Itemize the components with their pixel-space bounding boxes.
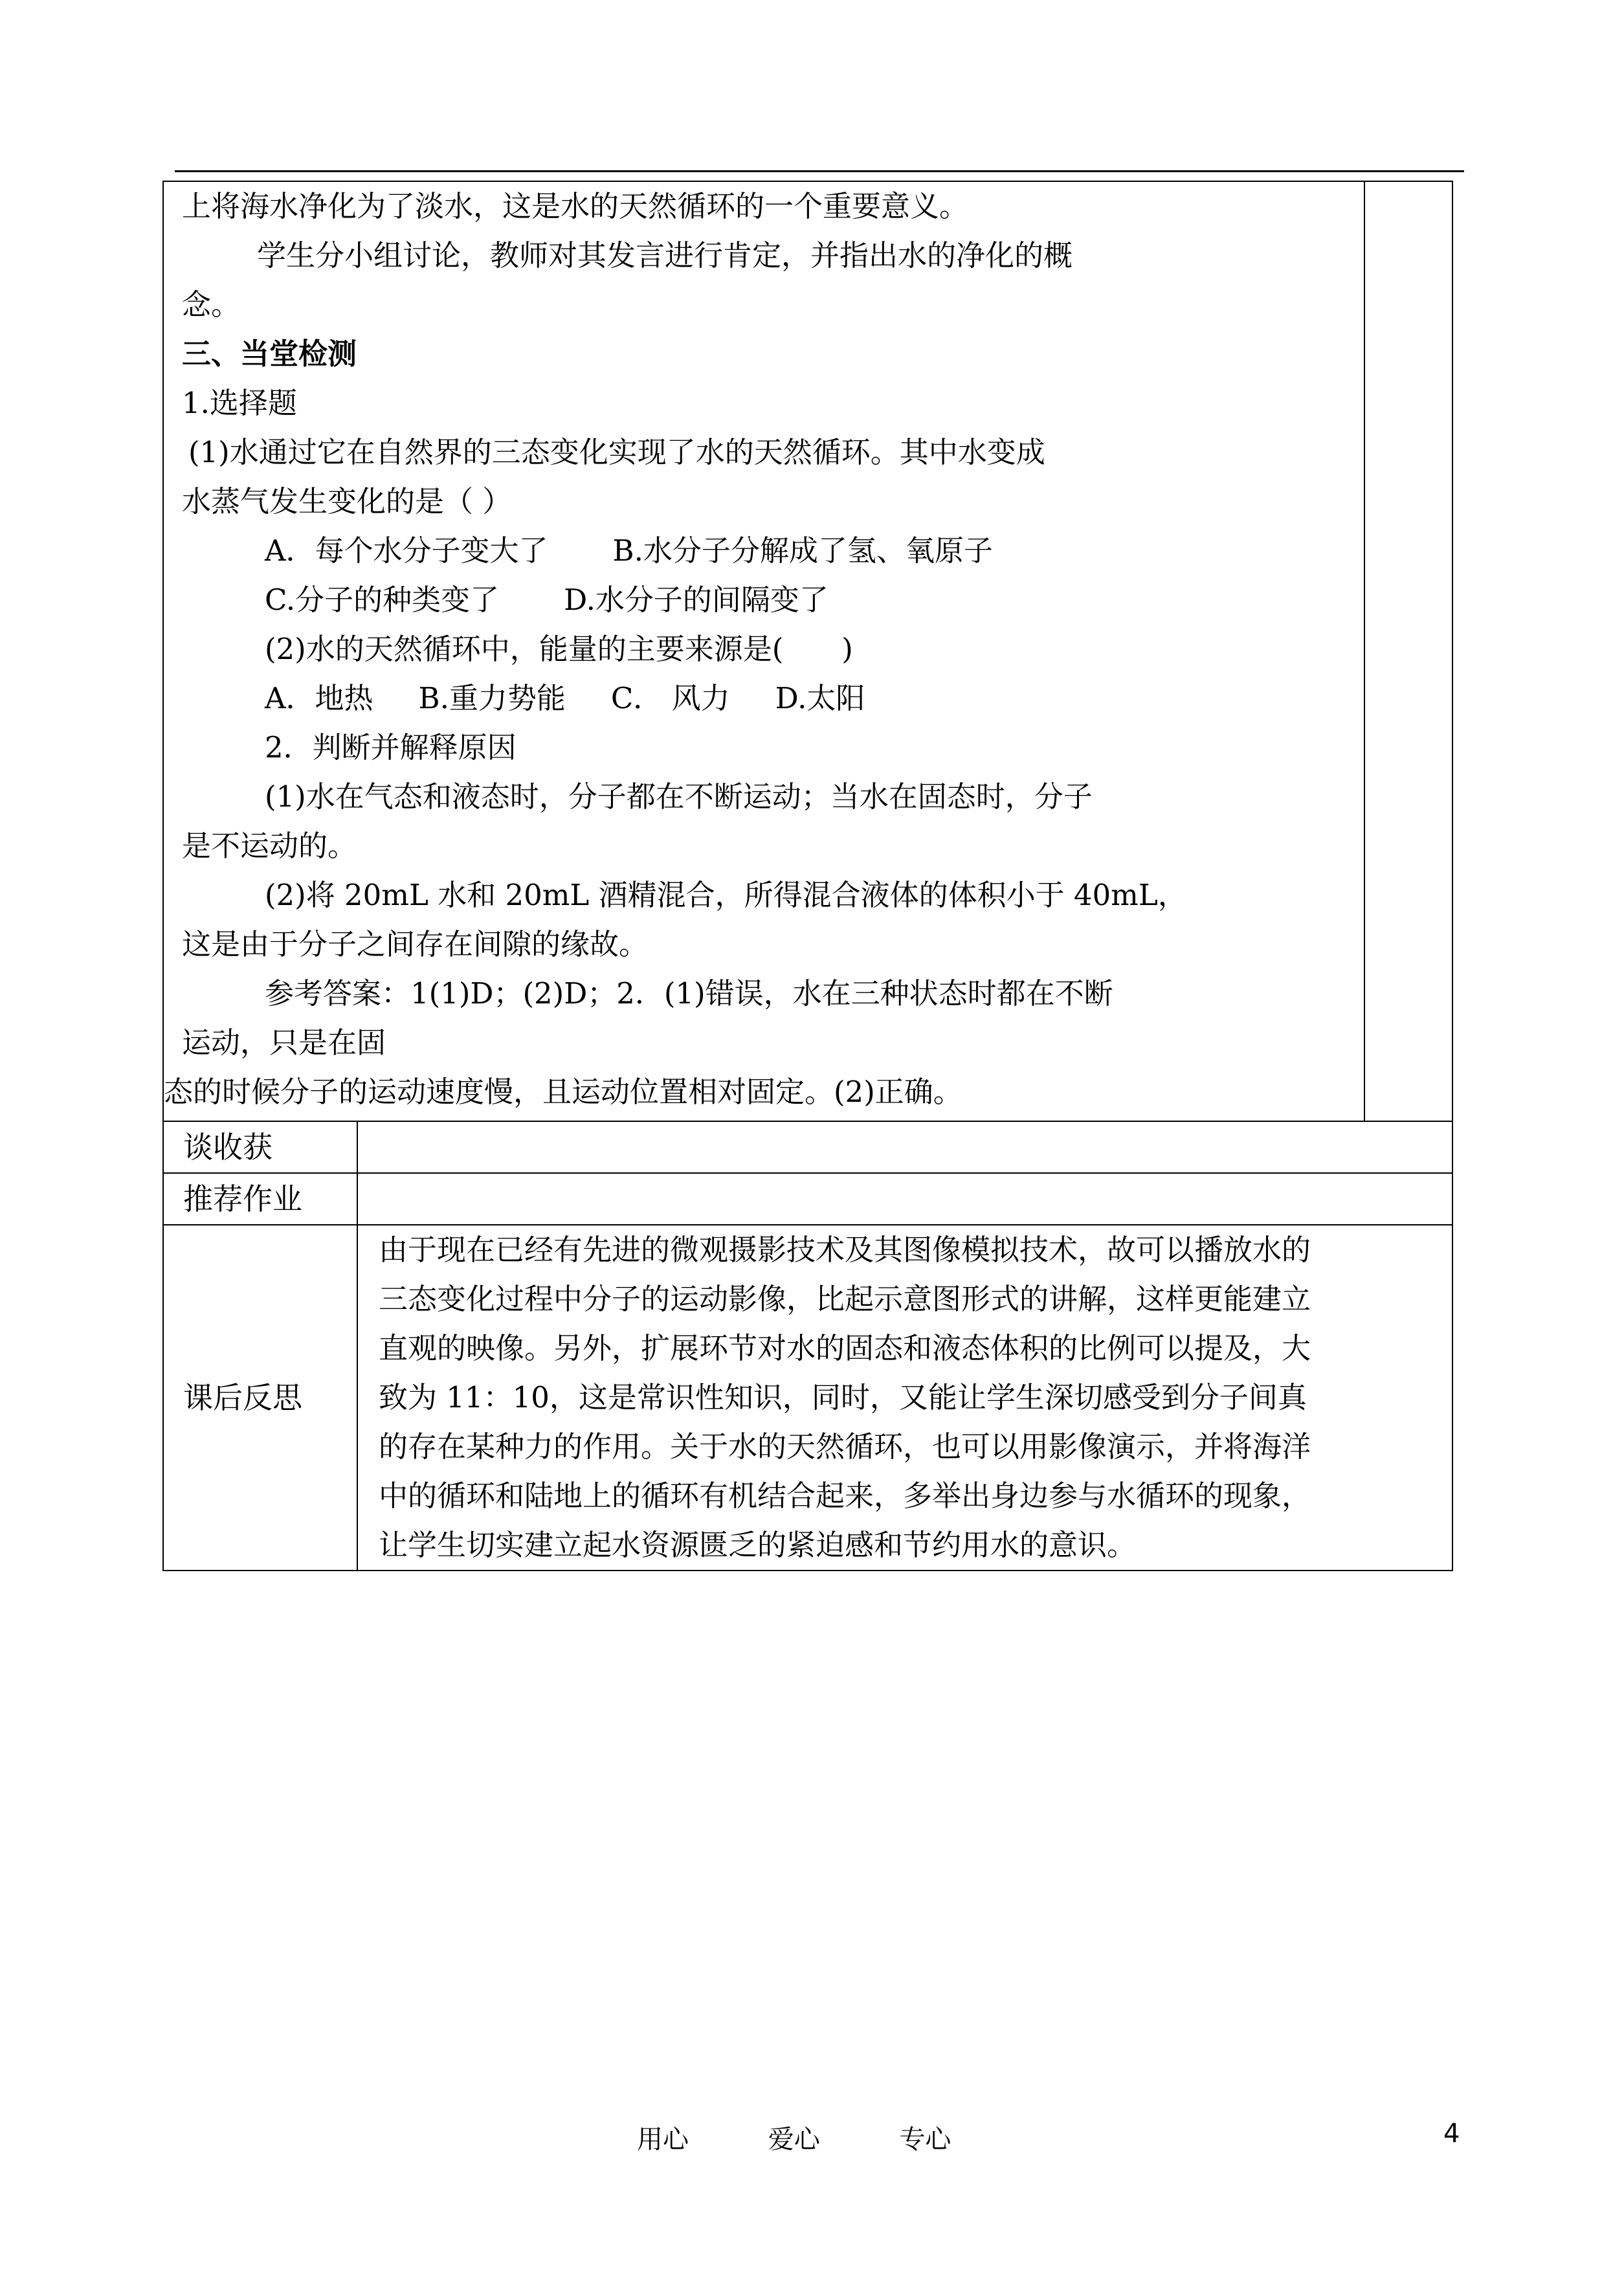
question-type-heading: 1.选择题: [182, 386, 297, 420]
option-line: [182, 526, 1357, 576]
option-line: [182, 576, 1357, 625]
question-text: (1)水在气态和液态时，分子都在不断运动；当水在固态时，分子: [265, 779, 1093, 814]
text-line: 上将海水净化为了淡水，这是水的天然循环的一个重要意义。: [182, 189, 969, 223]
answer-text: 参考答案：1(1)D；(2)D；2．(1)错误，水在三种状态时都在不断: [265, 976, 1113, 1011]
answer-text: 运动，只是在固: [182, 1025, 386, 1060]
section-heading: 三、当堂检测: [182, 337, 357, 371]
option-c: C． 风力: [610, 681, 730, 715]
reflection-line: 三态变化过程中分子的运动影像，比起示意图形式的讲解，这样更能建立: [379, 1282, 1311, 1316]
homework-content-cell: [357, 1173, 1452, 1225]
footer-motto-1: 用心: [637, 2125, 689, 2154]
option-d: D.水分子的间隔变了: [564, 583, 829, 617]
question-text: 这是由于分子之间存在间隙的缘故。: [182, 927, 649, 961]
main-content-row: [163, 181, 1452, 1121]
side-note-cell: [1364, 181, 1452, 1121]
question-text: 是不运动的。: [182, 829, 357, 863]
page-number: 4: [1443, 2119, 1460, 2149]
homework-label: 推荐作业: [163, 1173, 357, 1225]
footer-motto-2: 爱心: [768, 2125, 820, 2154]
question-text: (2)水的天然循环中，能量的主要来源是( ): [265, 632, 853, 666]
option-d: D.太阳: [775, 681, 865, 715]
reflection-line: 的存在某种力的作用。关于水的天然循环，也可以用影像演示，并将海洋: [379, 1429, 1311, 1464]
lesson-table: [162, 181, 1453, 1571]
option-line: [182, 674, 1357, 723]
page-footer: [0, 2119, 1624, 2158]
reflection-row: [163, 1225, 1452, 1571]
reflection-line: 直观的映像。另外，扩展环节对水的固态和液态体积的比例可以提及，大: [379, 1331, 1311, 1365]
option-b: B.重力势能: [418, 681, 566, 715]
option-b: B.水分子分解成了氢、氧原子: [612, 533, 993, 568]
reflection-content-cell: [357, 1225, 1452, 1571]
reflection-line: 让学生切实建立起水资源匮乏的紧迫感和节约用水的意识。: [379, 1528, 1137, 1562]
question-type-heading: 2．判断并解释原因: [265, 730, 517, 765]
question-text: (1)水通过它在自然界的三态变化实现了水的天然循环。其中水变成: [188, 435, 1045, 469]
harvest-content-cell: [357, 1121, 1452, 1173]
reflection-line: 中的循环和陆地上的循环有机结合起来，多举出身边参与水循环的现象，: [379, 1479, 1311, 1513]
option-c: C.分子的种类变了: [265, 583, 500, 617]
option-a: A．每个水分子变大了: [265, 533, 548, 568]
question-text: (2)将 20mL 水和 20mL 酒精混合，所得混合液体的体积小于 40mL，: [265, 878, 1187, 912]
answer-text: 态的时候分子的运动速度慢，且运动位置相对固定。(2)正确。: [164, 1075, 962, 1109]
harvest-row: [163, 1121, 1452, 1173]
reflection-label: 课后反思: [163, 1225, 357, 1571]
footer-motto-3: 专心: [899, 2125, 951, 2154]
main-content-cell: [163, 181, 1364, 1121]
option-a: A．地热: [265, 681, 373, 715]
text-line: 学生分小组讨论，教师对其发言进行肯定，并指出水的净化的概: [257, 238, 1073, 273]
homework-row: [163, 1173, 1452, 1225]
reflection-line: 由于现在已经有先进的微观摄影技术及其图像模拟技术，故可以播放水的: [379, 1233, 1311, 1267]
footer-motto: [637, 2119, 951, 2156]
harvest-label: 谈收获: [163, 1121, 357, 1173]
reflection-line: 致为 11：10，这是常识性知识，同时，又能让学生深切感受到分子间真: [379, 1380, 1307, 1415]
text-line: 念。: [182, 287, 241, 322]
header-rule: [175, 170, 1464, 172]
question-text: 水蒸气发生变化的是（ ）: [182, 484, 512, 519]
